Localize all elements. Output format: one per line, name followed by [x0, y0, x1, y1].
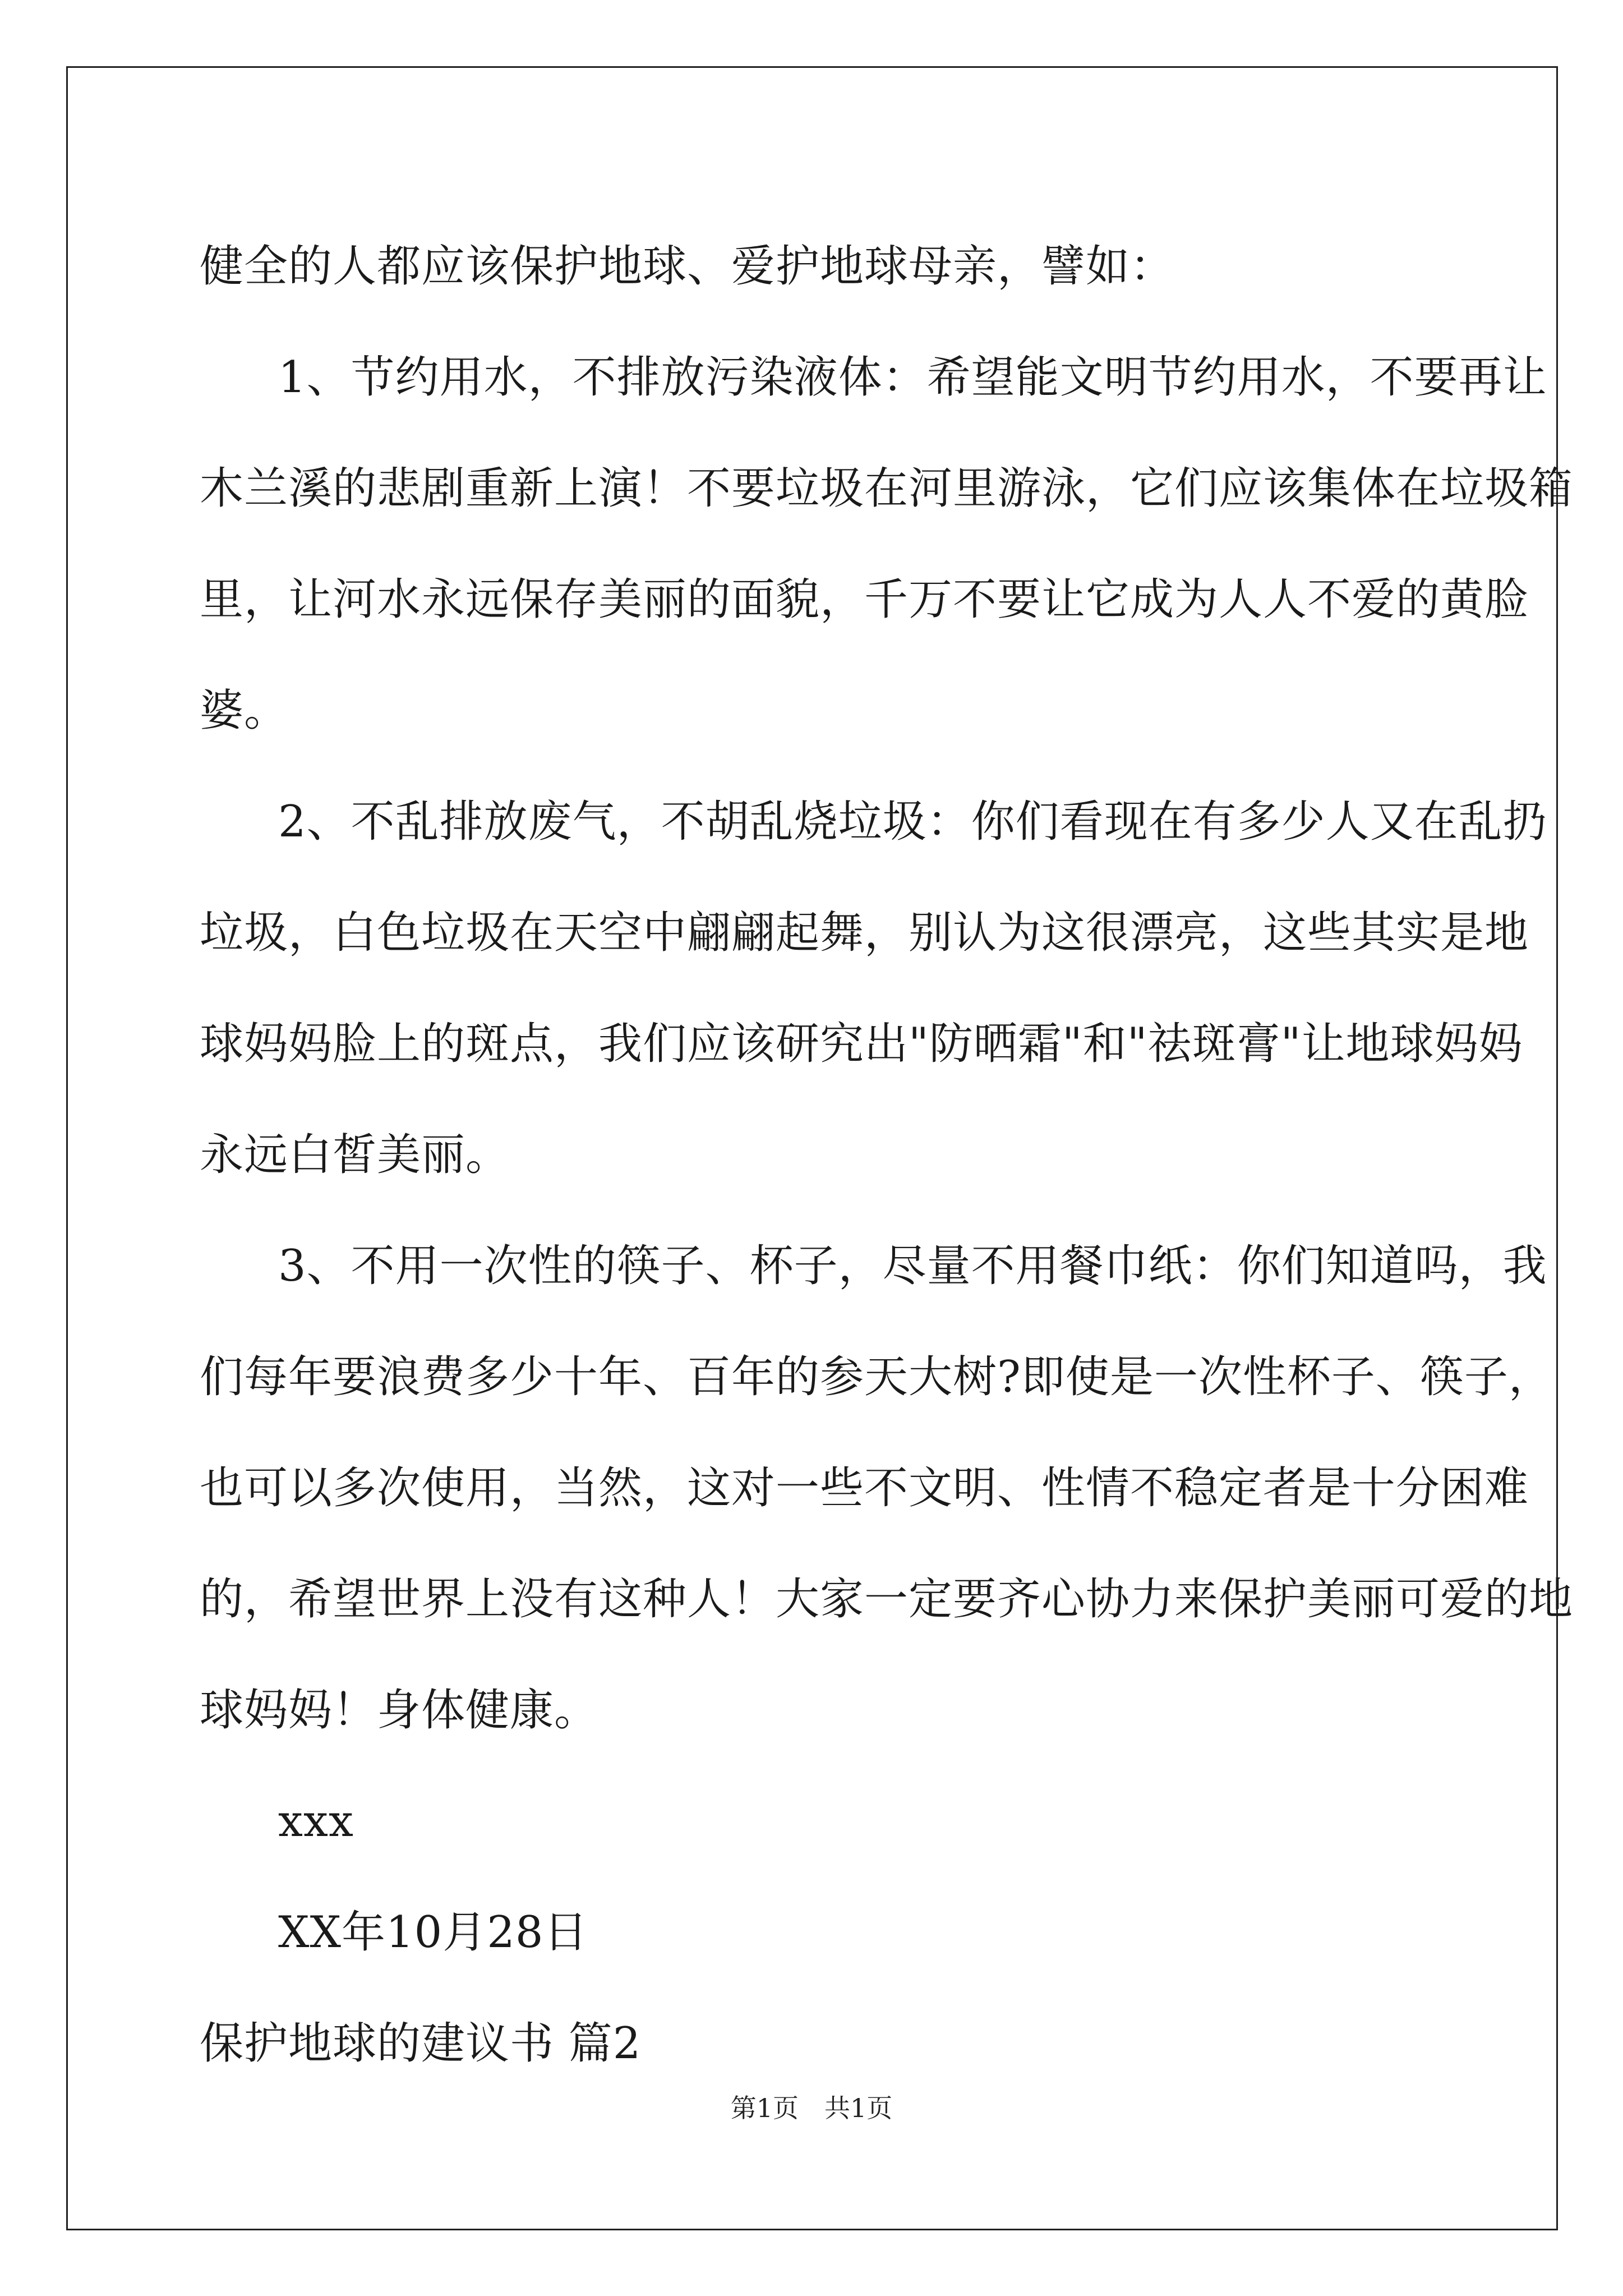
- paragraph-intro-line: 健全的人都应该保护地球、爱护地球母亲，譬如：: [200, 241, 1175, 292]
- signature: xxx: [278, 1796, 354, 1847]
- item-1-line-4: 婆。: [200, 685, 289, 736]
- document-body: [200, 211, 1574, 2099]
- item-2-line-1: 2、不乱排放废气，不胡乱烧垃圾：你们看现在有多少人又在乱扔: [278, 797, 1547, 847]
- item-2-line-3: 球妈妈脸上的斑点，我们应该研究出"防晒霜"和"祛斑膏"让地球妈妈: [200, 1019, 1523, 1069]
- item-2-line-4: 永远白皙美丽。: [200, 1130, 510, 1180]
- item-2-line-2: 垃圾，白色垃圾在天空中翩翩起舞，别认为这很漂亮，这些其实是地: [200, 908, 1529, 958]
- item-3-line-3: 也可以多次使用，当然，这对一些不文明、性情不稳定者是十分困难: [200, 1463, 1529, 1513]
- item-3-line-2: 们每年要浪费多少十年、百年的参天大树?即使是一次性杯子、筷子，: [200, 1352, 1553, 1402]
- item-3-line-1: 3、不用一次性的筷子、杯子，尽量不用餐巾纸：你们知道吗，我: [278, 1241, 1547, 1291]
- item-1-line-3: 里，让河水永远保存美丽的面貌，千万不要让它成为人人不爱的黄脸: [200, 574, 1529, 625]
- page-footer: 第1页 共1页: [730, 2093, 893, 2123]
- item-3-line-4: 的，希望世界上没有这种人！大家一定要齐心协力来保护美丽可爱的地: [200, 1574, 1574, 1625]
- item-1-line-1: 1、节约用水，不排放污染液体：希望能文明节约用水，不要再让: [278, 352, 1547, 403]
- item-1-line-2: 木兰溪的悲剧重新上演！不要垃圾在河里游泳，它们应该集体在垃圾箱: [200, 463, 1574, 514]
- item-3-line-5: 球妈妈！身体健康。: [200, 1685, 599, 1736]
- date: XX年10月28日: [278, 1907, 588, 1958]
- next-section-title: 保护地球的建议书 篇2: [200, 2018, 642, 2069]
